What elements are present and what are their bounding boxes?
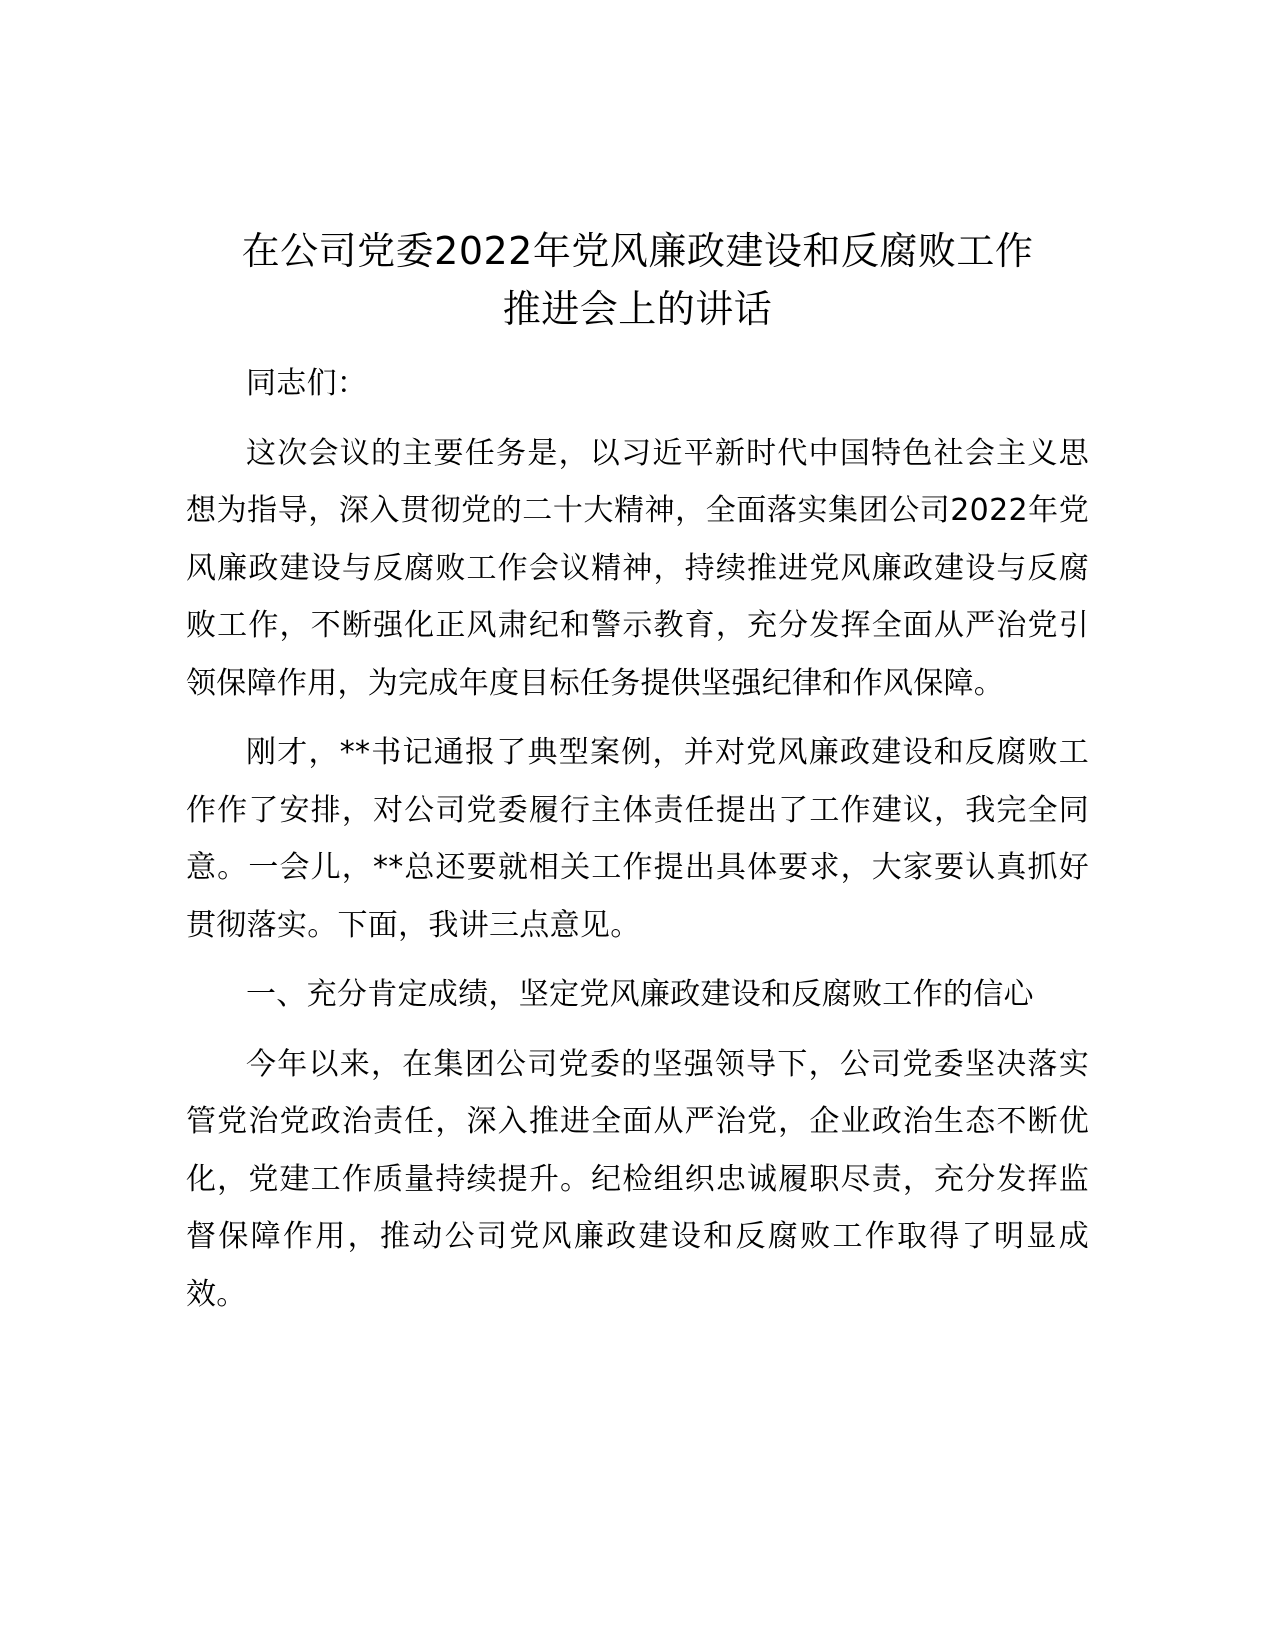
title-line-2: 推进会上的讲话 — [502, 287, 773, 331]
paragraph: 刚才，**书记通报了典型案例，并对党风廉政建设和反腐败工作作了安排，对公司党委履行主体责任提出了工作建议，我完全同意。一会儿，**总还要就相关工作提出具体要求，大家要认真抓好贯彻落实。下面，我讲三点意见。 — [186, 735, 1089, 943]
paragraph: 这次会议的主要任务是，以习近平新时代中国特色社会主义思想为指导，深入贯彻党的二十大精神，全面落实集团公司2022年党风廉政建设与反腐败工作会议精神，持续推进党风廉政建设与反腐败工作，不断强化正风肃纪和警示教育，充分发挥全面从严治党引领保障作用，为完成年度目标任务提供坚强纪律和作风保障。 — [186, 435, 1089, 701]
document-title — [150, 222, 1125, 338]
paragraph: 今年以来，在集团公司党委的坚强领导下，公司党委坚决落实管党治党政治责任，深入推进全面从严治党，企业政治生态不断优化，党建工作质量持续提升。纪检组织忠诚履职尽责，充分发挥监督保障作用，推动公司党风廉政建设和反腐败工作取得了明显成效。 — [186, 1046, 1089, 1312]
salutation: 同志们： — [246, 366, 368, 401]
document-body — [186, 355, 1089, 1335]
title-line-1: 在公司党委2022年党风廉政建设和反腐败工作 — [241, 229, 1034, 273]
section-heading: 一、充分肯定成绩，坚定党风廉政建设和反腐败工作的信心 — [246, 977, 1034, 1012]
